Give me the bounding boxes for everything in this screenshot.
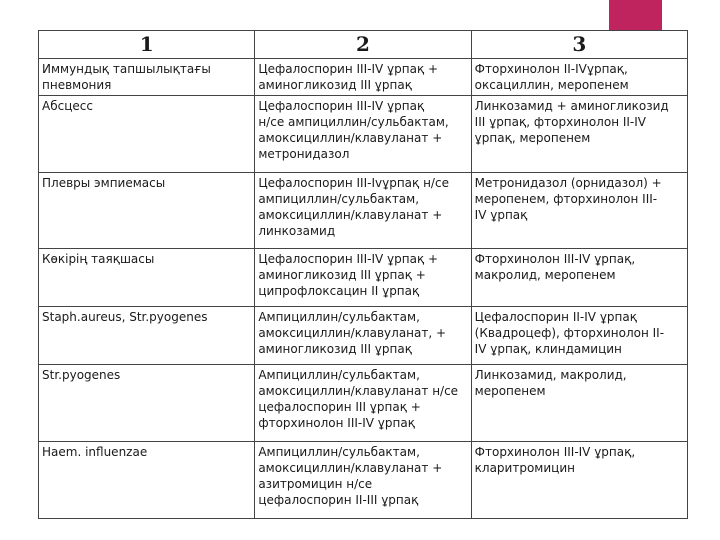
condition-cell: Staph.aureus, Str.pyogenes (39, 307, 255, 365)
regimen-cell: Ампициллин/сульбактам, амоксициллин/клавуланат, + аминогликозид III ұрпақ (255, 307, 471, 365)
condition-cell: Абсцесс (39, 96, 255, 173)
regimen-cell: Цефалоспорин III-IV ұрпақ + аминогликозид III ұрпақ + ципрофлоксацин II ұрпақ (255, 249, 471, 307)
table-row (39, 365, 688, 442)
regimen-cell: Ампициллин/сульбактам, амоксициллин/клавуланат + азитромицин н/се цефалоспорин II-III ұрпақ (255, 442, 471, 519)
regimen-cell: Цефалоспорин III-IV ұрпақ + аминогликозид III ұрпақ (255, 59, 471, 96)
alternative-cell: Фторхинолон III-IV ұрпақ, макролид, меропенем (471, 249, 687, 307)
alternative-cell: Фторхинолон III-IV ұрпақ, кларитромицин (471, 442, 687, 519)
table-row (39, 307, 688, 365)
regimen-cell: Цефалоспорин III-Ivұрпақ н/се ампициллин/сульбактам, амоксициллин/клавуланат + линкозамид (255, 173, 471, 249)
condition-cell: Плевры эмпиемасы (39, 173, 255, 249)
alternative-cell: Фторхинолон II-IVұрпақ, оксациллин, меропенем (471, 59, 687, 96)
accent-block (609, 0, 662, 30)
table-row (39, 96, 688, 173)
table-row (39, 59, 688, 96)
alternative-cell: Линкозамид, макролид, меропенем (471, 365, 687, 442)
regimen-cell: Цефалоспорин III-IV ұрпақ н/се ампициллин/сульбактам, амоксициллин/клавуланат + метронидазол (255, 96, 471, 173)
table-row (39, 442, 688, 519)
alternative-cell: Линкозамид + аминогликозид III ұрпақ, фторхинолон II-IV ұрпақ, меропенем (471, 96, 687, 173)
table-row (39, 249, 688, 307)
condition-cell: Str.pyogenes (39, 365, 255, 442)
table-row (39, 173, 688, 249)
alternative-cell: Метронидазол (орнидазол) + меропенем, фторхинолон III- IV ұрпақ (471, 173, 687, 249)
column-header-3: 3 (471, 31, 687, 59)
header-row (39, 31, 688, 59)
column-header-1: 1 (39, 31, 255, 59)
condition-cell: Көкірің таяқшасы (39, 249, 255, 307)
regimen-cell: Ампициллин/сульбактам, амоксициллин/клавуланат н/се цефалоспорин III ұрпақ + фторхинолон III-IV ұрпақ (255, 365, 471, 442)
condition-cell: Иммундық тапшылықтағы пневмония (39, 59, 255, 96)
condition-cell: Haem. influenzae (39, 442, 255, 519)
column-header-2: 2 (255, 31, 471, 59)
antibiotic-table (38, 30, 688, 519)
alternative-cell: Цефалоспорин II-IV ұрпақ (Квадроцеф), фторхинолон II- IV ұрпақ, клиндамицин (471, 307, 687, 365)
